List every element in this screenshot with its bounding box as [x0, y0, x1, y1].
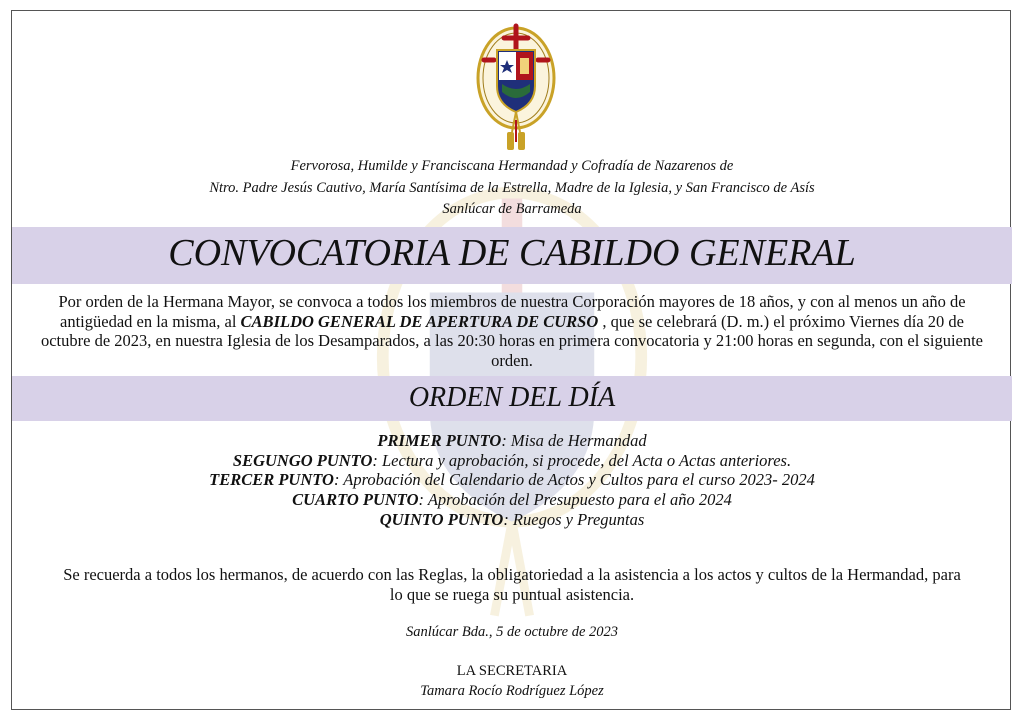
signature-role: LA SECRETARIA	[456, 663, 568, 679]
intro-text-start: Por orden de la Hermana Mayor, se convoca a todos los miembros de nuestra Corporación mayores de 18 años, y con al menos un año de antigüedad en la misma, al	[58, 292, 966, 331]
agenda-item-label: TERCER PUNTO	[209, 470, 334, 489]
agenda-item-text: : Lectura y aprobación, si procede, del Acta o Actas anteriores.	[372, 451, 792, 470]
brotherhood-crest-icon	[470, 20, 562, 158]
signature-name: Tamara Rocío Rodríguez López	[420, 683, 604, 699]
event-name: CABILDO GENERAL DE APERTURA DE CURSO	[240, 311, 599, 331]
agenda-title: ORDEN DEL DÍA	[408, 382, 616, 413]
agenda-item-label: SEGUNGO PUNTO	[232, 451, 373, 470]
attendance-reminder: Se recuerda a todos los hermanos, de acuerdo con las Reglas, la obligatoriedad a la asistencia a los actos y cultos de la Hermandad, para lo que se ruega su puntual asistencia.	[63, 565, 961, 604]
agenda-item	[12, 490, 1012, 510]
agenda-item-label: CUARTO PUNTO	[292, 490, 419, 509]
date-line: Sanlúcar Bda., 5 de octubre de 2023	[405, 624, 619, 640]
agenda-item-label: PRIMER PUNTO	[377, 431, 502, 450]
convocation-paragraph	[40, 292, 984, 370]
brotherhood-name-line-1: Fervorosa, Humilde y Franciscana Hermandad y Cofradía de Nazarenos de	[290, 158, 734, 174]
brotherhood-name-line-2: Ntro. Padre Jesús Cautivo, María Santísima de la Estrella, Madre de la Iglesia, y San Francisco de Asís	[209, 180, 815, 196]
intro-text-end: , que se celebrará (D. m.) el próximo Viernes día 20 de octubre de 2023, en nuestra Iglesia de los Desamparados, a las 20:30 horas en primera convocatoria y 21:00 horas en segunda, con el siguiente orden.	[40, 311, 984, 370]
document-title: CONVOCATORIA DE CABILDO GENERAL	[168, 232, 856, 274]
agenda-item	[12, 451, 1012, 471]
agenda-item-text: : Aprobación del Presupuesto para el año 2024	[418, 490, 732, 509]
agenda-item	[12, 470, 1012, 490]
agenda-item-text: : Misa de Hermandad	[501, 431, 647, 450]
agenda-item-text: : Ruegos y Preguntas	[503, 510, 645, 529]
city-name: Sanlúcar de Barrameda	[442, 201, 582, 217]
agenda-item-label: QUINTO PUNTO	[379, 510, 504, 529]
agenda-item	[12, 510, 1012, 530]
agenda-item-text: : Aprobación del Calendario de Actos y Cultos para el curso 2023- 2024	[333, 470, 815, 489]
agenda-item	[12, 431, 1012, 451]
